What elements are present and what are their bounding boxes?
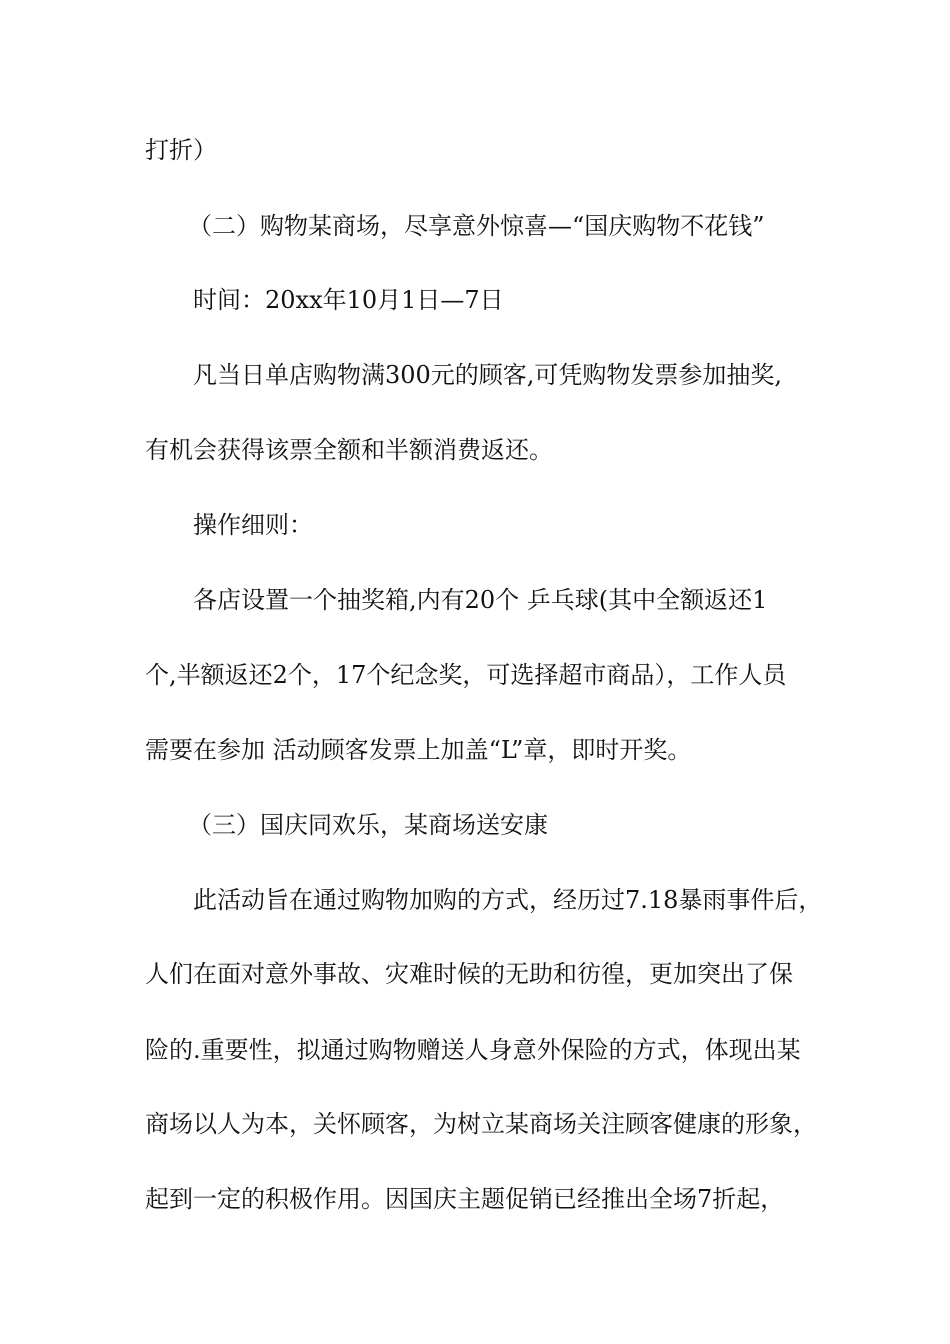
paragraph-line: 各店设置一个抽奖箱,内有20个 乒乓球(其中全额返还1 (193, 586, 768, 614)
paragraph-line: 凡当日单店购物满300元的顾客,可凭购物发票参加抽奖, (193, 361, 783, 389)
paragraph-line: 个,半额返还2个，17个纪念奖，可选择超市商品），工作人员 (145, 661, 787, 689)
paragraph-line: 此活动旨在通过购物加购的方式，经历过7.18暴雨事件后， (193, 886, 823, 914)
section-heading: （二）购物某商场，尽享意外惊喜—“国庆购物不花钱” (188, 212, 765, 240)
paragraph-line: 需要在参加 活动顾客发票上加盖“L”章，即时开奖。 (145, 736, 692, 764)
paragraph-line: 商场以人为本，关怀顾客，为树立某商场关注顾客健康的形象， (145, 1110, 817, 1138)
paragraph-line: 人们在面对意外事故、灾难时候的无助和彷徨，更加突出了保 (145, 960, 793, 988)
paragraph-line: 起到一定的积极作用。因国庆主题促销已经推出全场7折起， (145, 1185, 785, 1213)
paragraph-line: 时间：20xx年10月1日—7日 (193, 286, 504, 314)
paragraph-line: 有机会获得该票全额和半额消费返还。 (145, 436, 553, 464)
paragraph-line: 操作细则： (193, 511, 313, 539)
section-heading: （三）国庆同欢乐，某商场送安康 (188, 811, 548, 839)
paragraph-line: 打折） (145, 136, 217, 164)
paragraph-line: 险的.重要性，拟通过购物赠送人身意外保险的方式，体现出某 (145, 1036, 801, 1064)
